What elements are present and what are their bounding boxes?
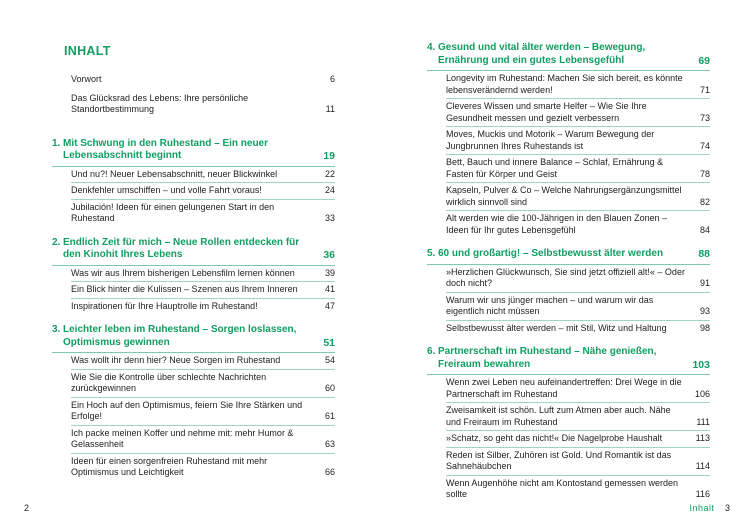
entry-title: Inspirationen für Ihre Hauptrolle im Ruhestand!: [71, 300, 258, 311]
entry-page: 63: [324, 439, 335, 449]
entry-page: 22: [324, 168, 335, 179]
intro-list: [52, 73, 335, 118]
entry-title: Was wir aus Ihrem bisherigen Lebensfilm lernen können: [71, 267, 295, 278]
toc-entry[interactable]: [71, 353, 335, 370]
entry-page: 41: [324, 284, 335, 294]
right-page: [375, 0, 750, 530]
chapter-5: [427, 248, 710, 336]
page-footer-right: [689, 503, 730, 513]
entry-title: Warum wir uns jünger machen – und warum wir das eigentlich nicht müssen: [446, 294, 654, 316]
entry-title: Wenn zwei Leben neu aufeinandertreffen: Drei Wege in die Partnerschaft im Ruhestand: [446, 377, 682, 399]
toc-entry[interactable]: [446, 403, 710, 431]
entry-title: Bett, Bauch und innere Balance – Schlaf, Ernährung & Fasten für Körper und Geist: [446, 157, 664, 179]
page-number-right: 3: [724, 503, 730, 513]
chapter-page: 51: [323, 336, 335, 349]
entry-title: Moves, Muckis und Motorik – Warum Bewegung der Jungbrunnen Ihres Ruhestands ist: [446, 129, 655, 151]
chapter-entries: [71, 266, 335, 315]
entry-title: Denkfehler umschiffen – und volle Fahrt voraus!: [71, 185, 262, 195]
entry-page: 24: [324, 185, 335, 195]
entry-page: 93: [699, 306, 710, 316]
entry-page: 82: [699, 196, 710, 207]
chapter-number: 5.: [427, 248, 436, 259]
toc-entry[interactable]: [71, 183, 335, 200]
entry-page: 98: [699, 322, 710, 333]
toc-entry[interactable]: [71, 454, 335, 481]
chapter-number: 1.: [52, 137, 61, 149]
toc-entry[interactable]: [446, 476, 710, 503]
entry-page: 113: [695, 433, 710, 443]
entry-title: »Schatz, so geht das nicht!« Die Nagelprobe Haushalt: [446, 433, 663, 443]
toc-entry[interactable]: [71, 370, 335, 398]
toc-heading: INHALT: [64, 44, 111, 58]
entry-page: 111: [696, 416, 710, 427]
running-footer-label: Inhalt: [689, 503, 715, 513]
entry-title: Was wollt ihr denn hier? Neue Sorgen im Ruhestand: [71, 355, 281, 365]
toc-entry[interactable]: [446, 155, 710, 183]
toc-entry[interactable]: [71, 398, 335, 426]
entry-page: 61: [324, 411, 335, 421]
entry-title: Kapseln, Pulver & Co – Welche Nahrungsergänzungsmittel wirklich sinnvoll sind: [446, 185, 682, 207]
chapter-title[interactable]: [427, 346, 710, 375]
entry-page: 84: [699, 224, 710, 235]
entry-title: Ein Hoch auf den Optimismus, feiern Sie Ihre Stärken und Erfolge!: [71, 399, 303, 421]
chapter-6: [427, 346, 710, 503]
entry-page: 91: [699, 278, 710, 288]
toc-entry[interactable]: [71, 282, 335, 299]
toc-entry[interactable]: [446, 293, 710, 321]
entry-page: 6: [329, 74, 335, 84]
entry-page: 71: [699, 84, 710, 95]
entry-title: Wie Sie die Kontrolle über schlechte Nachrichten zurückgewinnen: [71, 371, 267, 393]
entry-page: 54: [324, 355, 335, 365]
chapter-page: 69: [698, 54, 710, 67]
chapter-1: [52, 138, 335, 227]
entry-title: Zweisamkeit ist schön. Luft zum Atmen aber auch. Nähe und Freiraum im Ruhestand: [446, 405, 671, 427]
chapter-entries: [446, 375, 710, 503]
toc-entry[interactable]: [446, 71, 710, 99]
chapter-entries: [446, 265, 710, 337]
toc-entry[interactable]: [446, 431, 710, 448]
chapter-title-text: Endlich Zeit für mich – Neue Rollen entdecken für den Kinohit Ihres Lebens: [63, 236, 300, 260]
entry-title: Longevity im Ruhestand: Machen Sie sich bereit, es könnte lebensverändernd werden!: [446, 73, 683, 95]
chapter-2: [52, 237, 335, 315]
entry-title: Das Glücksrad des Lebens: Ihre persönliche Standortbestimmung: [71, 92, 249, 114]
entry-page: 74: [699, 140, 710, 151]
entry-title: Ideen für einen sorgenfreien Ruhestand mit mehr Optimismus und Leichtigkeit: [71, 455, 268, 477]
chapter-title[interactable]: [427, 248, 710, 265]
chapter-title-text: Gesund und vital älter werden – Bewegung, Ernährung und ein gutes Lebensgefühl: [438, 42, 646, 66]
chapter-3: [52, 324, 335, 481]
entry-page: 78: [699, 168, 710, 179]
chapter-number: 2.: [52, 236, 61, 248]
entry-title: Ich packe meinen Koffer und nehme mit: mehr Humor & Gelassenheit: [71, 427, 294, 449]
toc-entry[interactable]: [446, 265, 710, 293]
toc-entry[interactable]: [446, 375, 710, 403]
toc-entry[interactable]: [71, 426, 335, 454]
chapter-title-text: Partnerschaft im Ruhestand – Nähe genießen, Freiraum bewahren: [438, 346, 657, 370]
toc-entry[interactable]: [446, 448, 710, 476]
entry-page: 73: [699, 112, 710, 123]
toc-entry[interactable]: [446, 211, 710, 238]
entry-page: 66: [324, 467, 335, 477]
chapter-number: 4.: [427, 42, 436, 53]
entry-title: Reden ist Silber, Zuhören ist Gold. Und Romantik ist das Sahnehäubchen: [446, 449, 672, 471]
toc-entry[interactable]: [71, 167, 335, 184]
chapter-4: [427, 42, 710, 238]
entry-page: 60: [324, 383, 335, 393]
entry-title: Ein Blick hinter die Kulissen – Szenen aus Ihrem Inneren: [71, 284, 298, 294]
entry-title: Und nu?! Neuer Lebensabschnitt, neuer Blickwinkel: [71, 168, 278, 179]
chapter-page: 19: [323, 150, 335, 162]
entry-page: 11: [325, 104, 335, 114]
entry-title: Jubilación! Ideen für einen gelungenen Start in den Ruhestand: [71, 201, 275, 223]
chapter-title[interactable]: [52, 324, 335, 353]
chapter-entries: [446, 71, 710, 238]
toc-column-left: [52, 73, 335, 481]
toc-entry[interactable]: [446, 99, 710, 127]
chapter-title-text: 60 und großartig! – Selbstbewusst älter werden: [438, 248, 664, 259]
entry-title: Vorwort: [71, 74, 102, 84]
toc-entry[interactable]: [71, 299, 335, 315]
entry-title: Wenn Augenhöhe nicht am Kontostand gemessen werden sollte: [446, 477, 678, 499]
chapter-page: 103: [692, 358, 710, 371]
entry-page: 116: [695, 489, 710, 499]
toc-column-right: [427, 42, 710, 503]
chapter-page: 88: [698, 248, 710, 260]
toc-entry[interactable]: [446, 127, 710, 155]
entry-title: »Herzlichen Glückwunsch, Sie sind jetzt offiziell alt!« – Oder doch nicht?: [446, 266, 685, 288]
entry-page: 106: [694, 388, 710, 399]
chapter-entries: [71, 353, 335, 481]
chapter-title[interactable]: [52, 138, 335, 167]
toc-entry[interactable]: [71, 200, 335, 227]
entry-page: 39: [324, 267, 335, 278]
entry-title: Cleveres Wissen und smarte Helfer – Wie Sie Ihre Gesundheit messen und gezielt verbessern: [446, 101, 647, 123]
chapter-title[interactable]: [52, 237, 335, 266]
chapter-entries: [71, 167, 335, 227]
toc-entry-self-assessment[interactable]: [71, 92, 335, 118]
chapter-title-text: Mit Schwung in den Ruhestand – Ein neuer Lebensabschnitt beginnt: [63, 137, 269, 161]
page-number-left: 2: [24, 503, 30, 513]
toc-entry-foreword[interactable]: [71, 73, 335, 88]
chapter-title[interactable]: [427, 42, 710, 71]
toc-entry[interactable]: [446, 321, 710, 337]
entry-title: Selbstbewusst älter werden – mit Stil, Witz und Haltung: [446, 322, 667, 333]
chapter-page: 36: [323, 249, 335, 261]
chapter-title-text: Leichter leben im Ruhestand – Sorgen loslassen, Optimismus gewinnen: [63, 324, 297, 348]
entry-page: 114: [695, 461, 710, 471]
chapter-number: 3.: [52, 324, 61, 335]
toc-entry[interactable]: [71, 266, 335, 283]
entry-title: Alt werden wie die 100-Jährigen in den Blauen Zonen – Ideen für Ihr gutes Lebensgefühl: [446, 213, 668, 235]
toc-entry[interactable]: [446, 183, 710, 211]
entry-page: 47: [324, 300, 335, 311]
chapter-number: 6.: [427, 346, 436, 357]
entry-page: 33: [324, 213, 335, 223]
